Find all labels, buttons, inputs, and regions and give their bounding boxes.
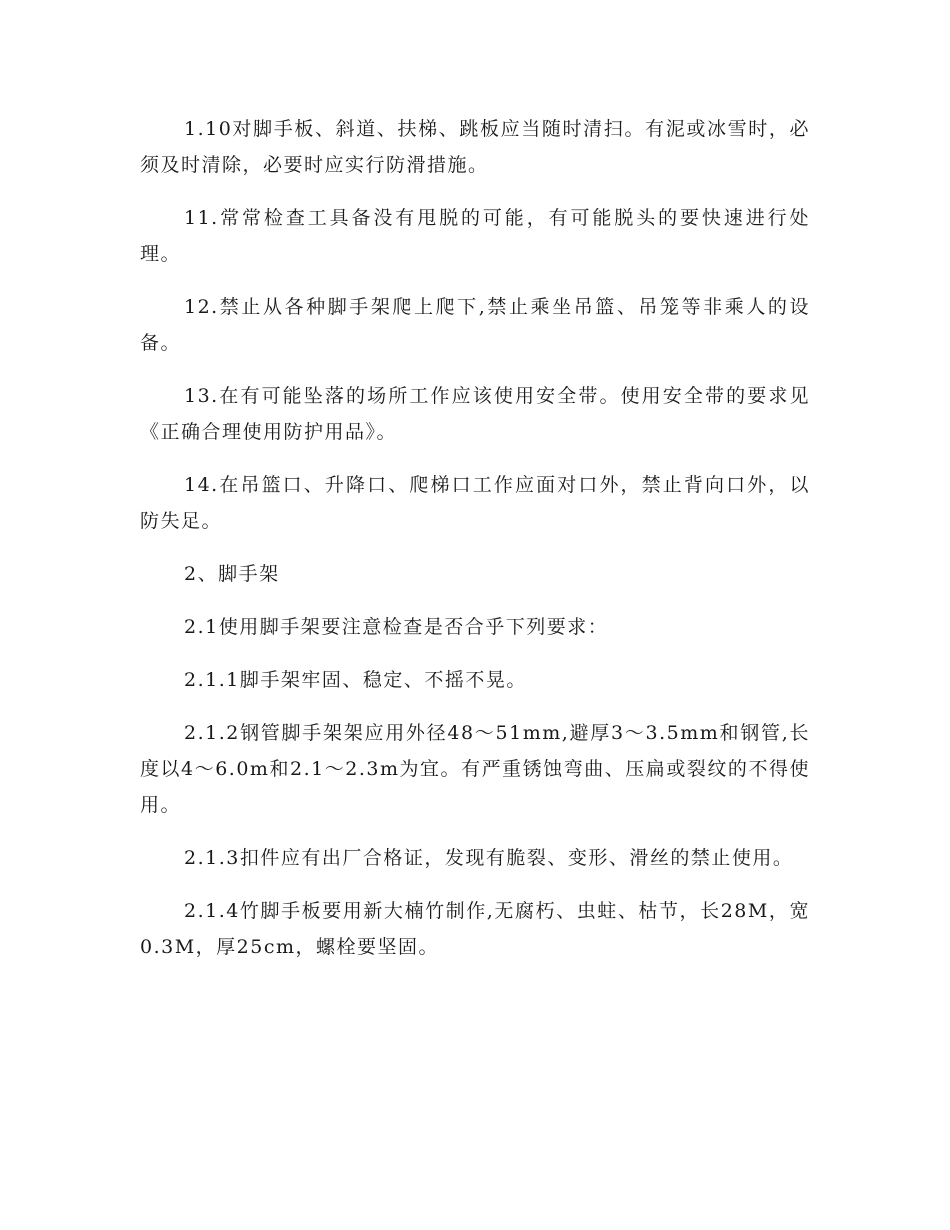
paragraph-2-1: 2.1使用脚手架要注意检查是否合乎下列要求：	[184, 616, 609, 638]
paragraph-2-1-4: 2.1.4竹脚手板要用新大楠竹制作,无腐朽、虫蛀、枯节，长28M，宽0.3M，厚25cm，螺栓要坚固。	[140, 900, 810, 958]
paragraph-1-10: 1.10对脚手板、斜道、扶梯、跳板应当随时清扫。有泥或冰雪时，必须及时清除，必要时应实行防滑措施。	[140, 118, 810, 176]
section-heading-scaffold: 2、脚手架	[184, 563, 280, 585]
paragraph-2-1-3: 2.1.3扣件应有出厂合格证，发现有脆裂、变形、滑丝的禁止使用。	[184, 847, 794, 869]
document-body	[140, 111, 810, 982]
paragraph-2-1-2: 2.1.2钢管脚手架架应用外径48～51mm,避厚3～3.5mm和钢管,长度以4～6.0m和2.1～2.3m为宜。有严重锈蚀弯曲、压扁或裂纹的不得使用。	[140, 722, 810, 816]
paragraph-14: 14.在吊篮口、升降口、爬梯口工作应面对口外，禁止背向口外，以防失足。	[140, 474, 810, 532]
paragraph-11: 11.常常检查工具备没有甩脱的可能，有可能脱头的要快速进行处理。	[140, 207, 810, 265]
paragraph-13: 13.在有可能坠落的场所工作应该使用安全带。使用安全带的要求见《正确合理使用防护用品》。	[140, 385, 810, 443]
paragraph-2-1-1: 2.1.1脚手架牢固、稳定、不摇不晃。	[184, 669, 527, 691]
paragraph-12: 12.禁止从各种脚手架爬上爬下,禁止乘坐吊篮、吊笼等非乘人的设备。	[140, 296, 810, 354]
